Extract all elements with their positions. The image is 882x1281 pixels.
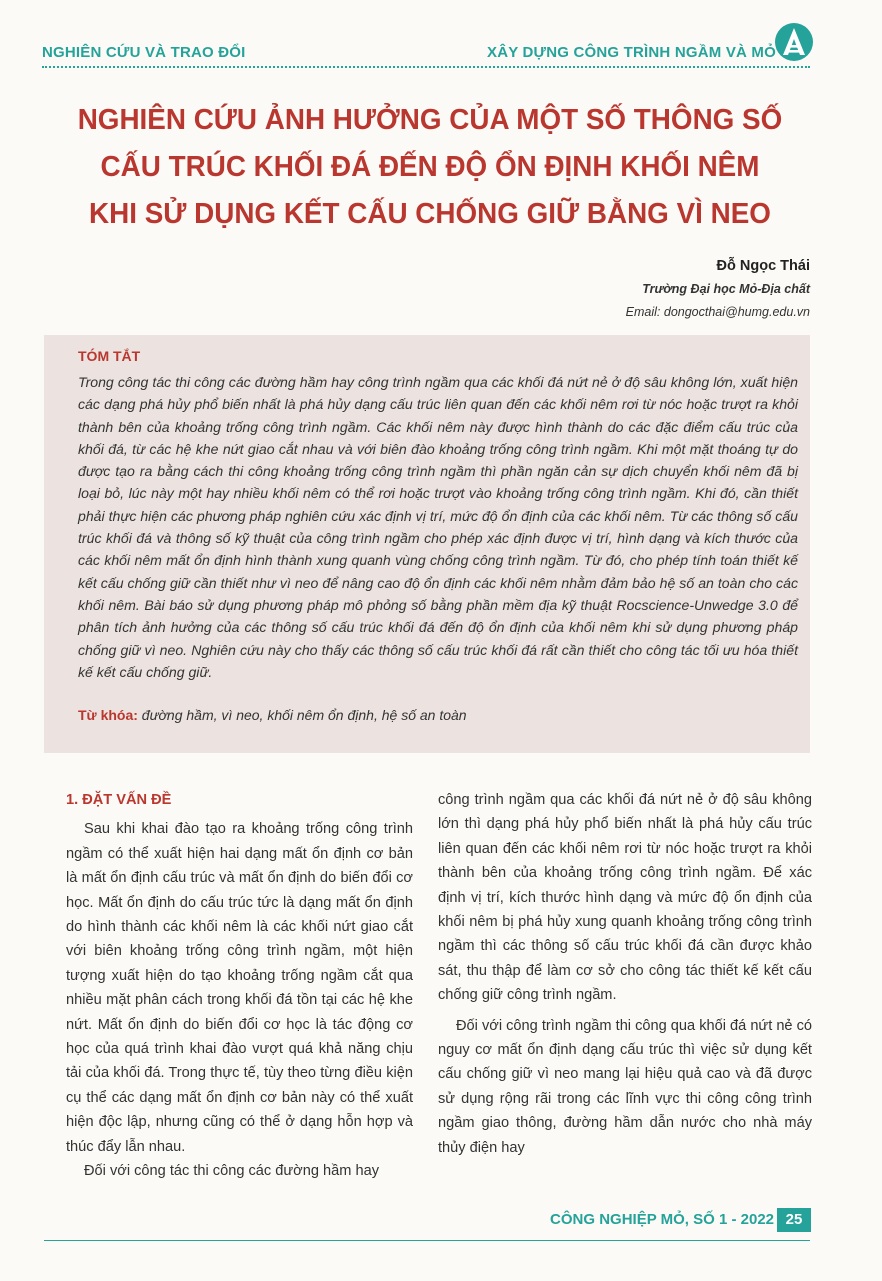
author-email: Email: dongocthai@humg.edu.vn: [625, 305, 810, 319]
author-name: Đỗ Ngọc Thái: [716, 258, 810, 274]
keywords-label: Từ khóa:: [78, 707, 138, 723]
title-line-1: NGHIÊN CỨU ẢNH HƯỞNG CỦA MỘT SỐ THÔNG SỐ: [77, 104, 783, 136]
paragraph: Đối với công trình ngầm thi công qua khối đá nứt nẻ có nguy cơ mất ổn định dạng cấu trúc thì việc sử dụng kết cấu chống giữ vì neo mang lại hiệu quả cao và đã được sử dụng rộng rãi trong các lĩnh vực thi công công trình ngầm giao thông, đường hầm dẫn nước cho nhà máy thủy điện hay: [438, 1017, 813, 1156]
abstract-heading: TÓM TẮT: [78, 348, 141, 364]
header-section-label: NGHIÊN CỨU VÀ TRAO ĐỔI: [42, 44, 246, 61]
title-line-3: KHI SỬ DỤNG KẾT CẤU CHỐNG GIỮ BẰNG VÌ NEO: [89, 198, 771, 230]
footer-journal: CÔNG NGHIỆP MỎ, SỐ 1 - 2022: [550, 1211, 774, 1228]
abstract-text: Trong công tác thi công các đường hầm hay công trình ngầm qua các khối đá nứt nẻ ở độ sâu không lớn, xuất hiện các dạng phá hủy phổ biến nhất là phá hủy dạng cấu trúc liên quan đến các khối nêm rơi từ nóc hoặc trượt ra khỏi thành bên của khoảng trống công trình ngầm. Các khối nêm này được hình thành do các đặc điểm cấu trúc của khối đá, từ các hệ khe nứt giao cắt nhau và với biên đào khoảng trống công trình ngầm. Khi một mặt thoáng tự do được tạo ra bằng cách thi công khoảng trống công trình ngầm thì phần ngăn cản sự dịch chuyển khối nêm đã bị loại bỏ, lúc này một hay nhiều khối nêm có thể rơi hoặc trượt vào khoảng trống công trình ngầm. Khi đó, cần thiết phải thực hiện các phương pháp nghiên cứu xác định vị trí, mức độ ổn định của các khối nêm. Từ các thông số cấu trúc khối đá và thông số kỹ thuật của công trình ngầm cho phép xác định được vị trí, hình dạng và kích thước của các khối nêm mất ổn định hình thành xung quanh vùng chống công trình ngầm. Từ đó, cho phép tính toán thiết kế kết cấu chống giữ cần thiết như vì neo để nâng cao độ ổn định các khối nêm nhằm đảm bảo hệ số an toàn cho các khối nêm. Bài báo sử dụng phương pháp mô phỏng số bằng phần mềm địa kỹ thuật Rocscience-Unwedge 3.0 để phân tích ảnh hưởng của các thông số cấu trúc khối đá đến độ ổn định của khối nêm khi sử dụng phương pháp chống giữ vì neo. Nghiên cứu này cho thấy các thông số cấu trúc khối đá rất cần thiết cho công tác tối ưu hóa thiết kế kết cấu chống giữ.: [78, 374, 798, 680]
header-divider: [42, 66, 810, 68]
keywords: [78, 707, 467, 723]
mountain-logo-icon: [774, 22, 814, 62]
footer-divider: [44, 1240, 810, 1241]
paragraph: Đối với công tác thi công các đường hầm hay: [84, 1163, 379, 1180]
abstract-box: [44, 335, 810, 753]
header-journal-section: XÂY DỰNG CÔNG TRÌNH NGẦM VÀ MỎ: [486, 44, 776, 61]
author-affiliation: Trường Đại học Mỏ-Địa chất: [642, 282, 810, 296]
title-line-2: CẤU TRÚC KHỐI ĐÁ ĐẾN ĐỘ ỔN ĐỊNH KHỐI NÊM: [100, 151, 760, 183]
paragraph: Sau khi khai đào tạo ra khoảng trống công trình ngầm có thể xuất hiện hai dạng mất ổn định cơ bản là mất ổn định cấu trúc và mất ổn định do biến đổi cơ học. Mất ổn định do cấu trúc tức là dạng mất ổn định do hình thành các khối nêm là các khối nứt giao cắt với biên khoảng trống công trình ngầm, một hiện tượng xuất hiện do tạo khoảng trống ngầm cắt qua nhiều mặt phân cách trong khối đá tồn tại các hệ khe nứt. Mất ổn định do biến đổi cơ học là tác động cơ học của quá trình khai đào vượt quá khả năng chịu tải của khối đá. Trong thực tế, tùy theo từng điều kiện cụ thể các dạng mất ổn định cơ bản này có thể xuất hiện độc lập, nhưng cũng có thể ở dạng hỗn hợp và thúc đẩy lẫn nhau.: [66, 821, 413, 1155]
paragraph: công trình ngầm qua các khối đá nứt nẻ ở độ sâu không lớn thì dạng phá hủy phổ biến nhất là phá hủy cấu trúc liên quan đến các khối nêm rơi từ nóc hoặc trượt ra khỏi thành bên của khoảng trống công trình ngầm. Để xác định vị trí, kích thước hình dạng và mức độ ổn định của khối nêm bị phá hủy xung quanh khoảng trống công trình ngầm thì các thông số cấu trúc khối đá cần được khảo sát, thu thập để làm cơ sở cho công tác thiết kế kết cấu chống giữ công trình ngầm.: [438, 792, 812, 1004]
keywords-list: đường hầm, vì neo, khối nêm ổn định, hệ số an toàn: [137, 707, 467, 723]
right-column: [438, 788, 812, 1160]
article-title: [75, 97, 785, 238]
page-number: 25: [777, 1208, 811, 1232]
section-heading: 1. ĐẶT VẤN ĐỀ: [66, 792, 172, 808]
left-column: [66, 788, 413, 1184]
